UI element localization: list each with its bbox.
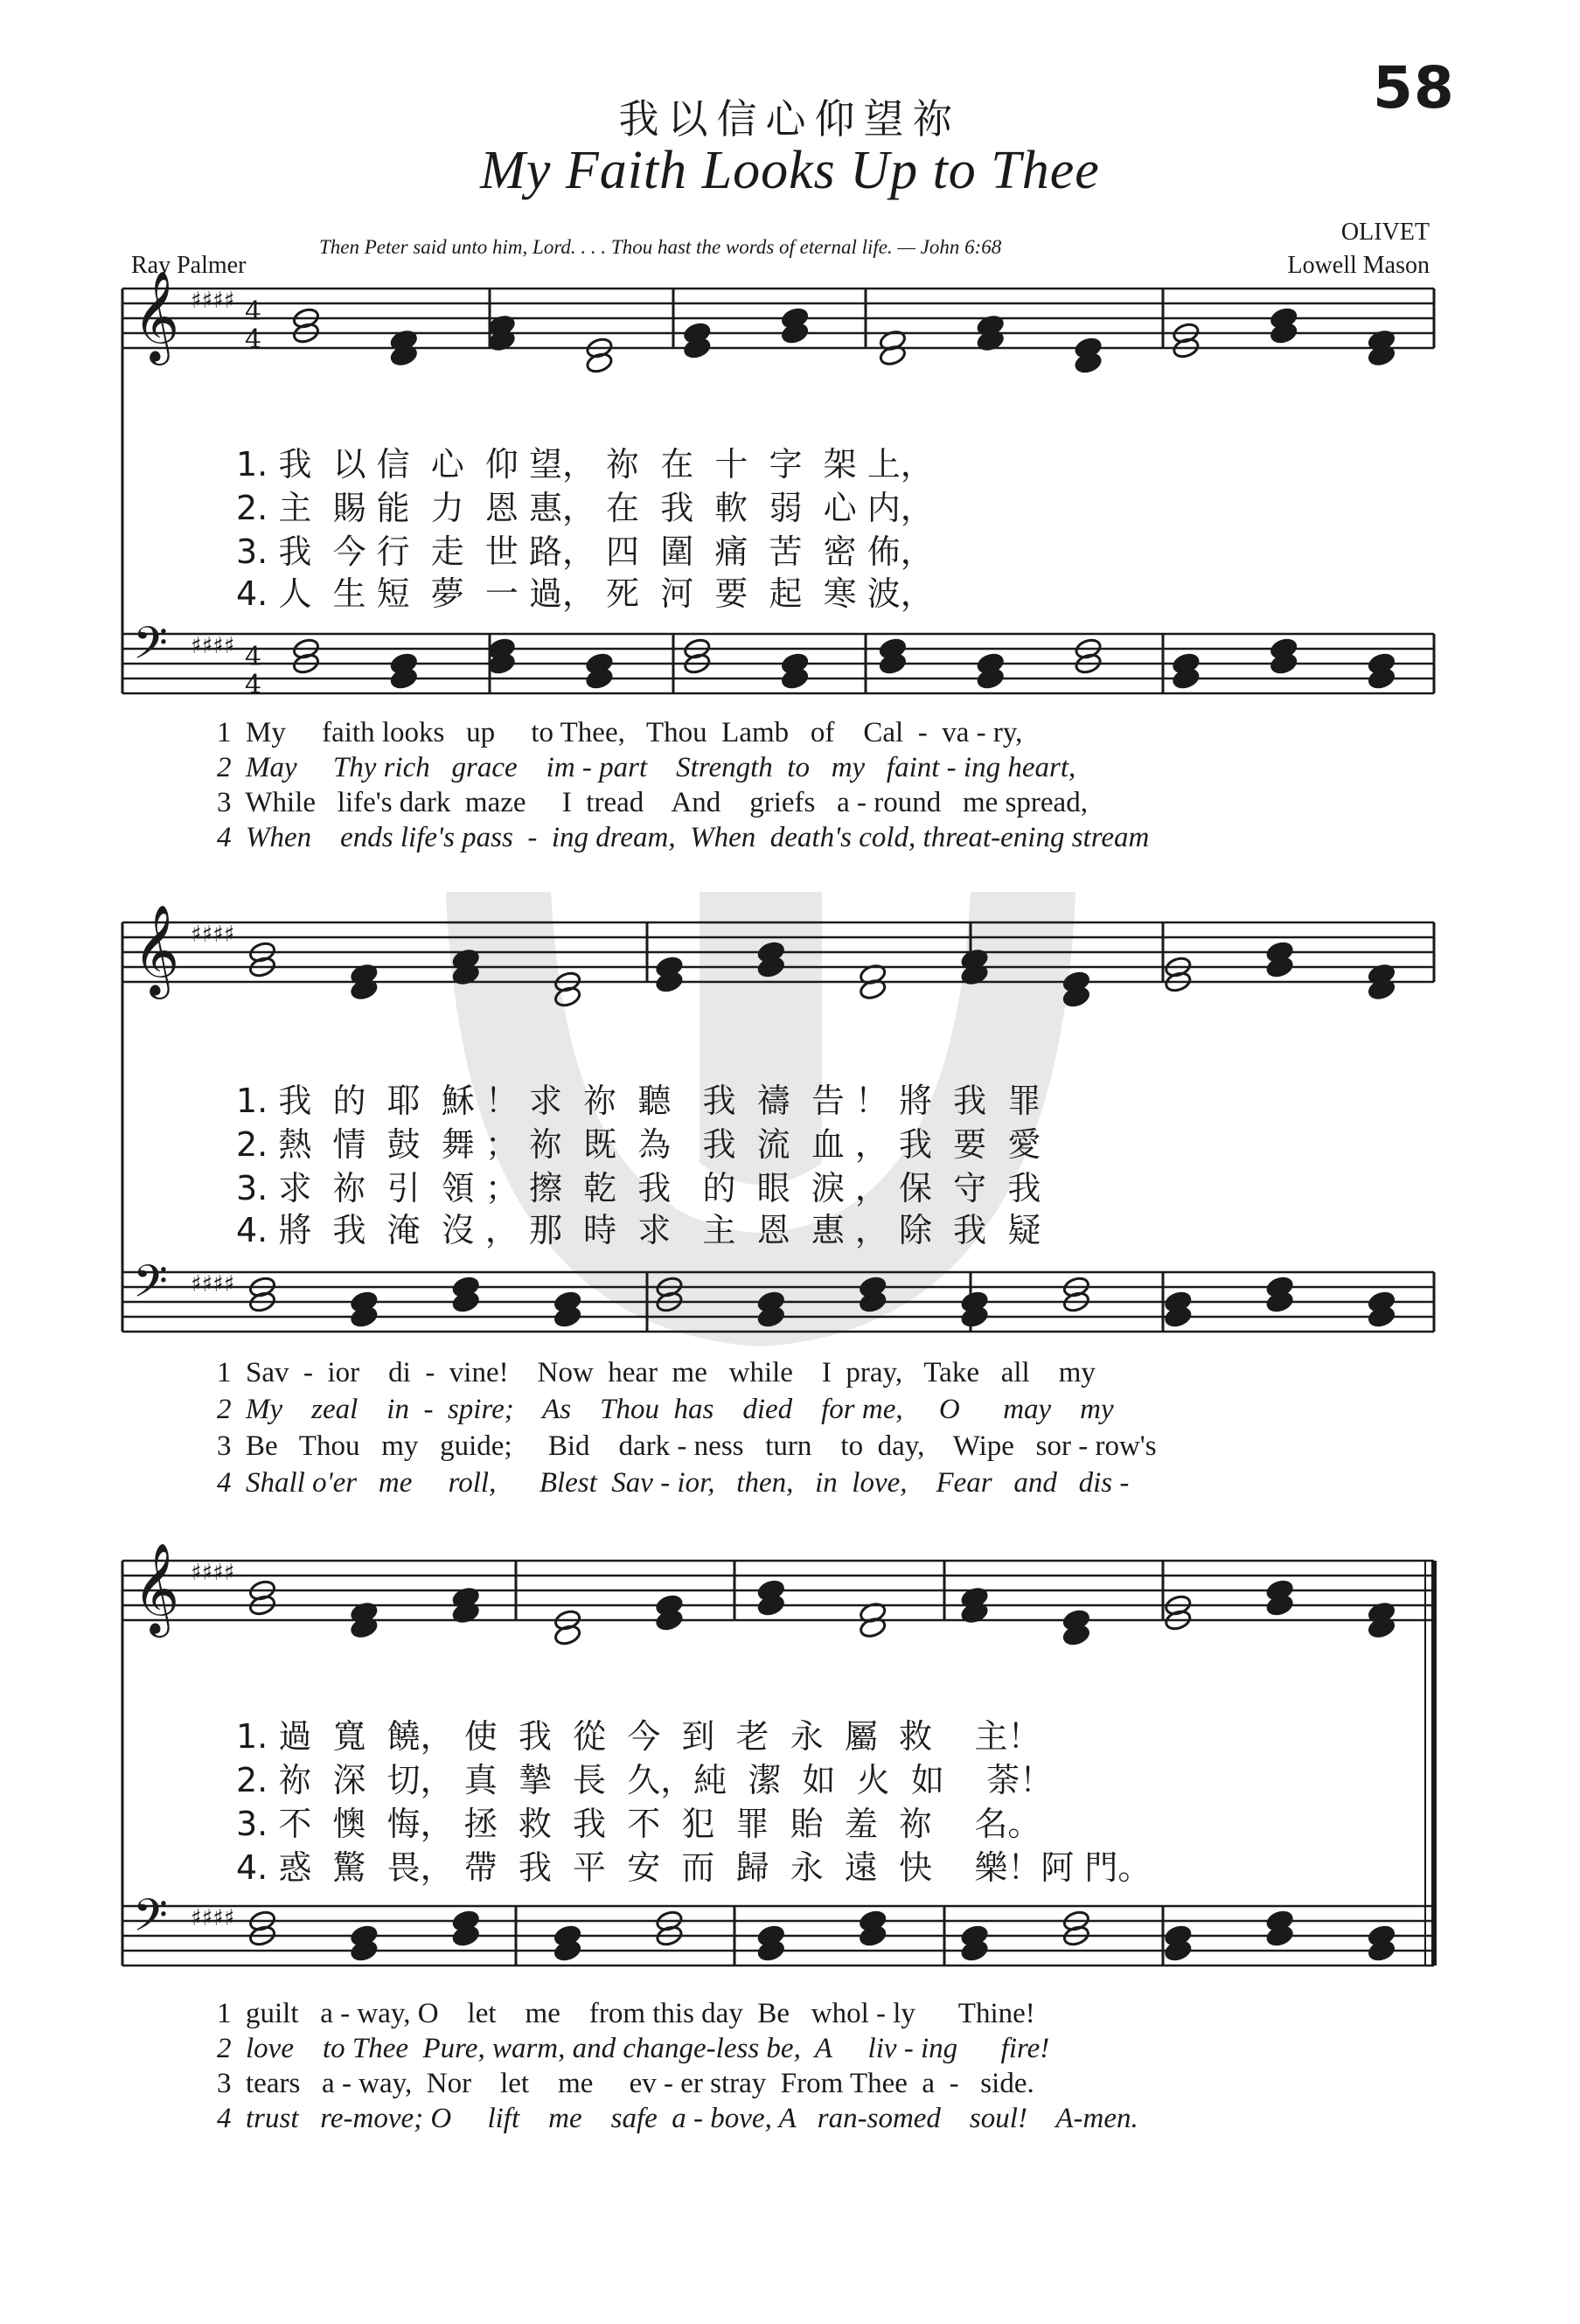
key-signature-icon: ♯♯♯♯ [191,1905,235,1931]
key-signature-icon: ♯♯♯♯ [191,1271,235,1298]
bass-clef-icon: 𝄢 [133,1889,168,1952]
system-1-chinese-verse-1: 1. 我 以 信 心 仰 望， 祢 在 十 字 架 上， [236,445,934,484]
composer: Lowell Mason [1287,252,1430,279]
author: Ray Palmer [131,252,247,279]
time-signature: 4 [245,296,262,327]
system-2-english-verse-1: 1 Sav - ior di - vine! Now hear me while I pray, Take all my [217,1357,1096,1388]
scripture-quote: Then Peter said unto him, Lord. . . . Thou hast the words of eternal life. — John 6:68 [319,236,1002,258]
time-signature: 4 [245,324,262,355]
hymn-number: 58 [1373,54,1455,122]
system-2-english-verse-4: 4 Shall o'er me roll, Blest Sav - ior, then, in love, Fear and dis - [217,1467,1130,1499]
system-1-english-verse-4: 4 When ends life's pass - ing dream, When death's cold, threat-ening stream [217,822,1150,853]
system-3-chinese-verse-2: 2. 祢 深 切， 真 摯 長 久，純 潔 如 火 如 荼！ [236,1761,1054,1799]
treble-clef-icon: 𝄞 [133,904,180,996]
key-signature-icon: ♯♯♯♯ [191,288,235,314]
system-2-chinese-verse-2: 2. 熱 情 鼓 舞 ； 祢 既 為 我 流 血 ， 我 要 愛 [236,1125,1041,1164]
system-2-chinese-verse-3: 3. 求 祢 引 領 ； 擦 乾 我 的 眼 淚 ， 保 守 我 [236,1169,1041,1207]
system-3-english-verse-1: 1 guilt a - way, O let me from this day Be whol - ly Thine! [217,1998,1035,2029]
system-3-english-verse-3: 3 tears a - way, Nor let me ev - er stray From Thee a - side. [217,2068,1034,2099]
system-1-english-verse-3: 3 While life's dark maze I tread And griefs a - round me spread, [217,787,1088,818]
system-3-english-verse-4: 4 trust re-move; O lift me safe a - bove, A ran-somed soul! A-men. [217,2103,1138,2134]
treble-clef-icon: 𝄞 [133,1542,180,1634]
system-2-english-verse-3: 3 Be Thou my guide; Bid dark - ness turn to day, Wipe sor - row's [217,1430,1157,1462]
system-1-english-verse-1: 1 My faith looks up to Thee, Thou Lamb of Cal - va - ry, [217,717,1023,748]
system-1-chinese-verse-4: 4. 人 生 短 夢 一 過， 死 河 要 起 寒 波， [236,574,934,613]
system-1-chinese-verse-3: 3. 我 今 行 走 世 路， 四 圍 痛 苦 密 佈， [236,532,934,571]
title-english: My Faith Looks Up to Thee [480,141,1100,200]
key-signature-icon: ♯♯♯♯ [191,633,235,659]
system-3-english-verse-2: 2 love to Thee Pure, warm, and change-less be, A liv - ing fire! [217,2033,1050,2064]
system-3-chinese-verse-4: 4. 惑 驚 畏， 帶 我 平 安 而 歸 永 遠 快 樂！阿 門。 [236,1848,1152,1887]
system-3-chinese-verse-1: 1. 過 寬 饒， 使 我 從 今 到 老 永 屬 救 主！ [236,1717,1041,1756]
key-signature-icon: ♯♯♯♯ [191,1560,235,1586]
system-2-chinese-verse-1: 1. 我 的 耶 穌 ！ 求 祢 聽 我 禱 告 ！ 將 我 罪 [236,1082,1041,1120]
tune-name: OLIVET [1340,219,1430,246]
title-chinese: 我以信心仰望祢 [618,95,962,143]
system-2-chinese-verse-4: 4. 將 我 淹 沒 ， 那 時 求 主 恩 惠 ， 除 我 疑 [236,1211,1041,1249]
system-1-chinese-verse-2: 2. 主 賜 能 力 恩 惠， 在 我 軟 弱 心 内， [236,489,934,527]
bass-clef-icon: 𝄢 [133,616,168,680]
system-2-english-verse-2: 2 My zeal in - spire; As Thou has died for me, O may my [217,1394,1114,1425]
system-1-english-verse-2: 2 May Thy rich grace im - part Strength to my faint - ing heart, [217,752,1076,783]
treble-clef-icon: 𝄞 [133,270,180,362]
system-3-chinese-verse-3: 3. 不 懊 悔， 拯 救 我 不 犯 罪 貽 羞 祢 名。 [236,1805,1041,1843]
time-signature: 4 [245,642,262,672]
key-signature-icon: ♯♯♯♯ [191,922,235,948]
time-signature: 4 [245,670,262,700]
bass-clef-icon: 𝄢 [133,1255,168,1319]
